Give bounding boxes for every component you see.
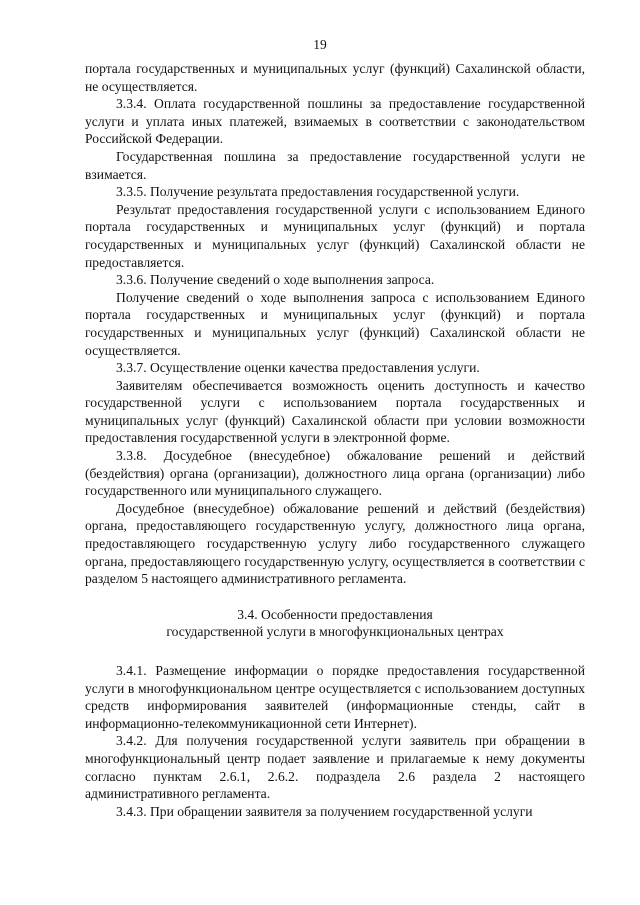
section-heading [85, 606, 585, 641]
paragraph: Государственная пошлина за предоставление государственной услуги не взимается. [85, 148, 585, 182]
section-heading-line-1: 3.4. Особенности предоставления [237, 606, 433, 622]
paragraph: Получение сведений о ходе выполнения запроса с использованием Единого портала государственных и муниципальных услуг (функций) и портала государственных и муниципальных услуг (функций) Сахалинской области не осуществляется. [85, 289, 585, 358]
paragraphs-after-heading [85, 662, 585, 820]
paragraph: 3.4.1. Размещение информации о порядке предоставления государственной услуги в многофункциональном центре осуществляется с использованием доступных средств информирования заявителей (информационные стенды, сайт в информационно-телекоммуникационной сети Интернет). [85, 663, 585, 731]
paragraphs-before-heading [85, 60, 585, 588]
paragraph: 3.3.8. Досудебное (внесудебное) обжалование решений и действий (бездействия) органа (организации), должностного лица органа (организации) либо государственного или муниципального служащего. [85, 448, 585, 499]
paragraph: Заявителям обеспечивается возможность оценить доступность и качество государственной услуги с использованием портала государственных и муниципальных услуг (функций) Сахалинской области при условии возможности предоставления государственной услуги в электронной форме. [85, 377, 585, 446]
paragraph: 3.4.2. Для получения государственной услуги заявитель при обращении в многофункциональный центр подает заявление и прилагаемые к нему документы согласно пунктам 2.6.1, 2.6.2. подраздела 2.6 раздела 2 настоящего административного регламента. [85, 733, 585, 802]
document-body [85, 60, 585, 820]
paragraph: 3.3.6. Получение сведений о ходе выполнения запроса. [116, 272, 435, 288]
paragraph: портала государственных и муниципальных услуг (функций) Сахалинской области, не осуществляется. [85, 61, 585, 94]
paragraph: 3.3.7. Осуществление оценки качества предоставления услуги. [116, 360, 480, 376]
paragraph: Результат предоставления государственной услуги с использованием Единого портала государственных и муниципальных услуг (функций) и портала государственных и муниципальных услуг (функций) Сахалинской области не предоставляется. [85, 201, 585, 270]
section-heading-line-2: государственной услуги в многофункциональных центрах [166, 624, 504, 640]
page-number: 19 [313, 37, 327, 52]
paragraph: 3.3.5. Получение результата предоставления государственной услуги. [116, 184, 520, 200]
paragraph: 3.3.4. Оплата государственной пошлины за предоставление государственной услуги и уплата иных платежей, взимаемых в соответствии с законодательством Российской Федерации. [85, 96, 585, 147]
paragraph: Досудебное (внесудебное) обжалование решений и действий (бездействия) органа, предоставляющего государственную услугу, должностного лица органа, предоставляющего государственную услугу либо государственного служащего органа, предоставляющего государственную услугу, осуществляется в соответствии с разделом 5 настоящего административного регламента. [85, 500, 585, 587]
paragraph: 3.4.3. При обращении заявителя за получением государственной услуги [116, 803, 533, 819]
